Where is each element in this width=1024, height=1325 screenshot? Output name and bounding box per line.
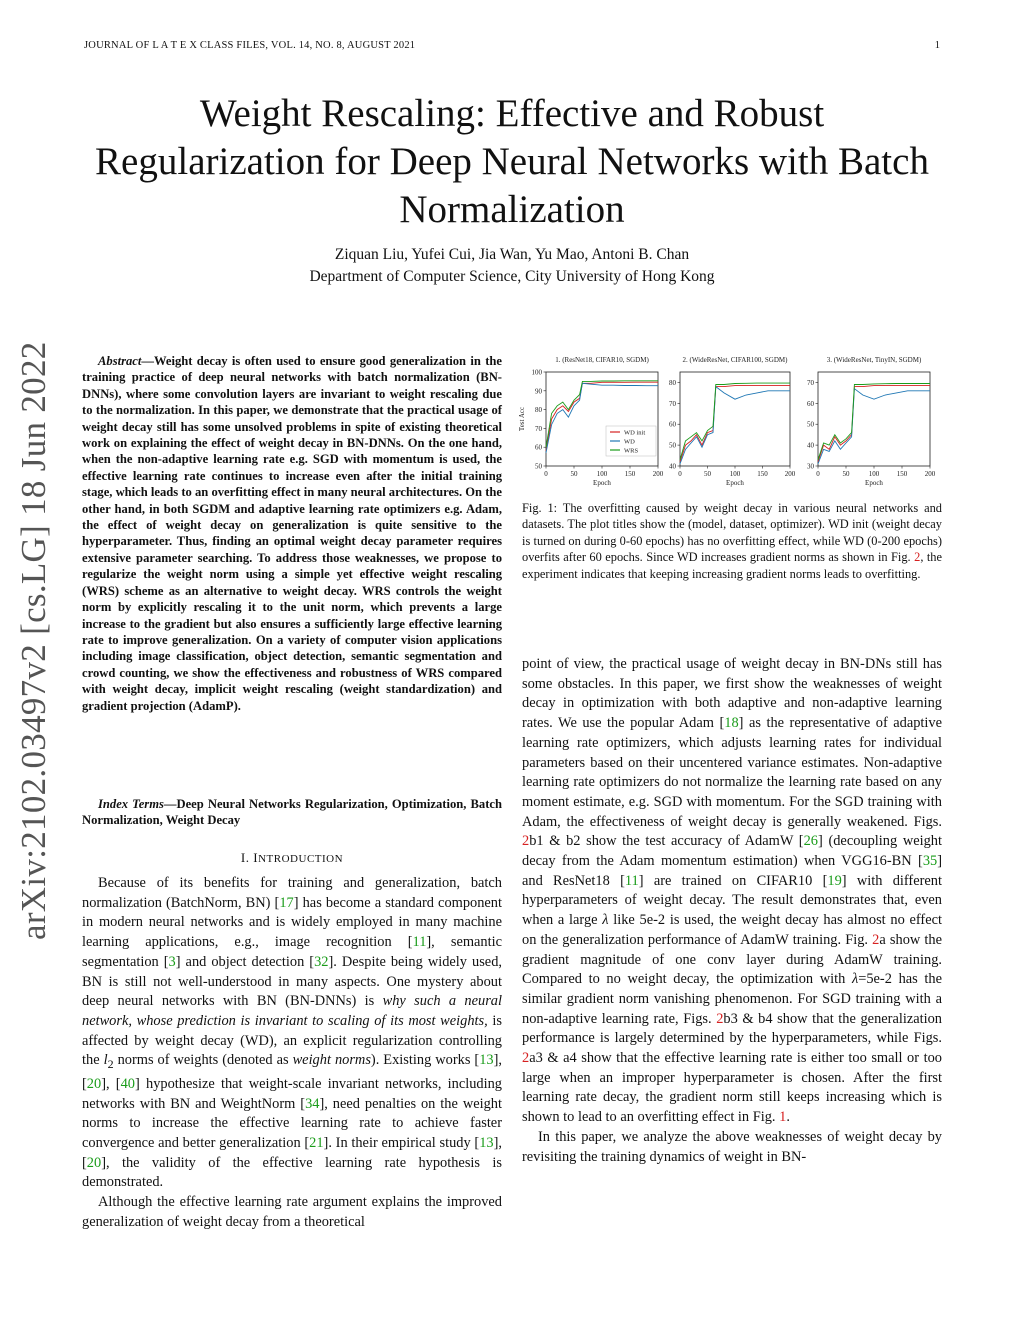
plot-frame — [680, 372, 790, 466]
figure-ref-link[interactable]: 2 — [914, 550, 921, 565]
citation-link[interactable]: 20 — [86, 1154, 102, 1171]
figure-ref-link[interactable]: 2 — [872, 931, 880, 948]
y-tick-label: 50 — [807, 420, 814, 429]
x-tick-label: 200 — [652, 470, 664, 478]
introduction-body — [82, 874, 502, 1233]
section-heading — [82, 850, 502, 866]
chart-title: 3. (WideResNet, TinyIN, SGDM) — [826, 356, 922, 364]
series-line — [680, 385, 790, 461]
x-tick-label: 100 — [868, 470, 880, 478]
x-tick-label: 100 — [729, 470, 741, 478]
y-tick-label: 70 — [669, 399, 676, 408]
intro-paragraph-1: Because of its benefits for training and generalization, batch normalization (BatchNorm, BN) [17] has become a standard component in modern neural networks and is widely employed in many machine learning applications, e.g., image recognition [11], semantic segmentation [3] and object detection [32]. Despite being widely used, BN is still not well-understood in many aspects. One mystery about deep neural networks with BN (BN-DNNs) is why such a neural network, whose prediction is invariant to scaling of its most weights, is affected by weight decay (WD), an explicit regularization controlling the $l_2$ norms of weights (denoted as weight norms). Existing works [13], [20], [40] hypothesize that weight-scale invariant networks, including networks with BN and WeightNorm [34], need penalties on the weight norms to increase the effective learning rate to achieve faster convergence and better generalization [21]. In their empirical study [13], [20], the validity of the effective learning rate hypothesis is demonstrated. — [82, 875, 503, 1191]
legend-label: WD init — [624, 429, 646, 437]
abstract-text: —Weight decay is often used to ensure good generalization in the training practice of deep neural networks with batch normalization (BN-DNNs), where some convolution layers are invariant to weight rescaling due to the normalization. In this paper, we demonstrate that the practical usage of weight decay still has some unsolved problems in spite of existing theoretical work on explaining the effect of weight decay in BN-DNNs. On the one hand, when the non-adaptive learning rate e.g. SGD with momentum is used, the effective learning rate continues to increase even after the initial training stage, which leads to an overfitting effect in many neural architectures. On the other hand, in both SGDM and adaptive learning rate optimizers e.g. Adam, the effect of weight decay on generalization is quite sensitive to the hyperparameter. Thus, finding an optimal weight decay parameter requires extensive parameter searching. To address those weaknesses, we propose to regularize the weight norm using a simple yet effective weight rescaling (WRS) scheme as an alternative to weight decay. WRS controls the weight norm by explicitly rescaling it to the unit norm, which prevents a large increase to the gradient but also ensures a sufficiently large effective learning rate to improve generalization. On a variety of computer vision applications including image classification, object detection, semantic segmentation and crowd counting, we show the effectiveness and robustness of WRS compared with weight decay, implicit weight rescaling (weight standardization) and gradient projection (AdamP). — [82, 354, 502, 713]
chart-title: 2. (WideResNet, CIFAR100, SGDM) — [682, 356, 788, 364]
y-tick-label: 50 — [669, 441, 676, 450]
x-tick-label: 0 — [544, 470, 548, 478]
citation-link[interactable]: 19 — [827, 872, 842, 889]
figure-ref-link[interactable]: 2 — [522, 1050, 530, 1067]
y-tick-label: 60 — [669, 420, 676, 429]
x-tick-label: 200 — [924, 470, 936, 478]
abstract-label: Abstract — [98, 354, 142, 368]
y-tick-label: 60 — [535, 443, 542, 452]
figure-1 — [518, 350, 944, 490]
legend-label: WD — [624, 438, 635, 446]
citation-link[interactable]: 11 — [412, 934, 427, 951]
page-number: 1 — [934, 40, 940, 51]
series-line — [680, 387, 790, 464]
section-title-initial: I — [253, 850, 259, 865]
series-line — [818, 385, 930, 461]
section-title-rest: NTRODUCTION — [258, 853, 344, 865]
intro-paragraph-2: Although the effective learning rate argument explains the improved generalization of weight decay from a theoretical — [82, 1194, 502, 1230]
chart-title: 1. (ResNet18, CIFAR10, SGDM) — [555, 356, 649, 364]
author-block — [84, 244, 940, 288]
citation-link[interactable]: 26 — [803, 833, 818, 850]
y-tick-label: 60 — [807, 399, 814, 408]
legend-label: WRS — [624, 447, 639, 455]
right-column-body — [522, 655, 942, 1167]
series-line — [680, 383, 790, 460]
citation-link[interactable]: 21 — [309, 1135, 324, 1152]
x-axis-label: Epoch — [726, 479, 744, 487]
abstract — [82, 353, 502, 714]
x-tick-label: 150 — [757, 470, 768, 478]
y-axis-label: Test Acc — [518, 406, 526, 432]
y-tick-label: 80 — [669, 378, 676, 387]
x-tick-label: 0 — [816, 470, 820, 478]
y-tick-label: 50 — [535, 462, 542, 471]
arxiv-stamp: arXiv:2102.03497v2 [cs.LG] 18 Jun 2022 — [14, 341, 53, 940]
citation-link[interactable]: 34 — [305, 1095, 320, 1112]
section-number: I. — [240, 850, 250, 865]
y-tick-label: 100 — [531, 368, 542, 377]
x-tick-label: 200 — [784, 470, 796, 478]
affiliation: Department of Computer Science, City University of Hong Kong — [309, 268, 715, 285]
citation-link[interactable]: 20 — [86, 1075, 102, 1092]
citation-link[interactable]: 13 — [479, 1135, 494, 1152]
x-axis-label: Epoch — [865, 479, 883, 487]
authors: Ziquan Liu, Yufei Cui, Jia Wan, Yu Mao, Antoni B. Chan — [334, 246, 690, 263]
x-axis-label: Epoch — [593, 479, 611, 487]
citation-link[interactable]: 40 — [120, 1075, 135, 1092]
running-header: JOURNAL OF L A T E X CLASS FILES, VOL. 14, NO. 8, AUGUST 2021 — [84, 40, 416, 51]
figure-1-caption: Fig. 1: The overfitting caused by weight decay in various neural networks and datasets. The plot titles show the (model, dataset, optimizer). WD init (weight decay is turned on during 0-60 epochs) has no overfitting effect, while WD (0-200 epochs) overfits after 60 epochs. Since WD increases gradient norms as shown in Fig. 2, the experiment indicates that keeping increasing gradient norms leads to overfitting. — [522, 501, 942, 581]
index-terms-label: Index Terms — [98, 797, 164, 811]
right-paragraph-1: point of view, the practical usage of weight decay in BN-DNs still has some obstacles. In this paper, we first show the weaknesses of weight decay in optimization with both adaptive and non-adaptive learning rates. We use the popular Adam [18] as the representative of adaptive learning rate optimizers, which adjusts learning rates for individual parameters based on their uncentered variance estimates. Non-adaptive learning rate optimizers do not normalize the learning rate based on any moment estimate, e.g. SGD with momentum. For the SGD training with Adam, the effectiveness of weight decay is generally weakened. Figs. 2b1 & b2 show the test accuracy of AdamW [26] (decoupling weight decay from the Adam momentum estimation) when VGG16-BN [35] and ResNet18 [11] are trained on CIFAR10 [19] with different hyperparameters of weight decay. The result demonstrates that, even when a large λ like 5e-2 is used, the weight decay has almost no effect on the generalization performance of AdamW training. Fig. 2a show the gradient magnitude of one conv layer during AdamW training. Compared to no weight decay, the optimization with λ=5e-2 has the similar gradient norm vanishing phenomenon. For SGD training with a non-adaptive learning rate, Figs. 2b3 & b4 show that the generalization performance is largely determined by the hyperparameters, while Figs. 2a3 & a4 show that the effective learning rate is either too small or too large when an improper hyperparameter is chosen. After the first learning rate decay, the gradient norm still keeps increasing which is shown to lead to an overfitting effect in Fig. 1. — [522, 656, 943, 1126]
figure-ref-link[interactable]: 2 — [716, 1010, 724, 1027]
x-tick-label: 0 — [678, 470, 682, 478]
citation-link[interactable]: 18 — [724, 715, 739, 732]
x-tick-label: 50 — [704, 470, 711, 478]
y-tick-label: 70 — [807, 378, 814, 387]
y-tick-label: 80 — [535, 406, 542, 415]
y-tick-label: 40 — [669, 462, 676, 471]
y-tick-label: 70 — [535, 424, 542, 433]
x-tick-label: 50 — [842, 470, 850, 478]
citation-link[interactable]: 17 — [279, 894, 294, 911]
index-terms — [82, 796, 502, 829]
figure-ref-link[interactable]: 2 — [522, 833, 530, 850]
series-line — [818, 384, 930, 460]
citation-link[interactable]: 13 — [479, 1052, 494, 1069]
y-tick-label: 90 — [535, 387, 542, 396]
y-tick-label: 30 — [807, 462, 814, 471]
right-paragraph-2: In this paper, we analyze the above weaknesses of weight decay by revisiting the training dynamics of weight in BN- — [522, 1128, 942, 1165]
index-terms-text: —Deep Neural Networks Regularization, Optimization, Batch Normalization, Weight Decay — [82, 797, 502, 828]
x-tick-label: 50 — [570, 470, 578, 478]
x-tick-label: 150 — [624, 470, 636, 478]
paper-title: Weight Rescaling: Effective and Robust Regularization for Deep Neural Networks with Batch Normalization — [95, 92, 929, 231]
figure-ref-link[interactable]: 1 — [779, 1109, 787, 1126]
citation-link[interactable]: 35 — [922, 853, 938, 870]
y-tick-label: 40 — [807, 441, 814, 450]
citation-link[interactable]: 3 — [168, 953, 176, 970]
plot-frame — [818, 372, 930, 466]
citation-link[interactable]: 32 — [314, 953, 329, 970]
series-line — [818, 389, 930, 464]
citation-link[interactable]: 11 — [624, 872, 639, 889]
x-tick-label: 150 — [896, 470, 908, 478]
x-tick-label: 100 — [596, 470, 608, 478]
